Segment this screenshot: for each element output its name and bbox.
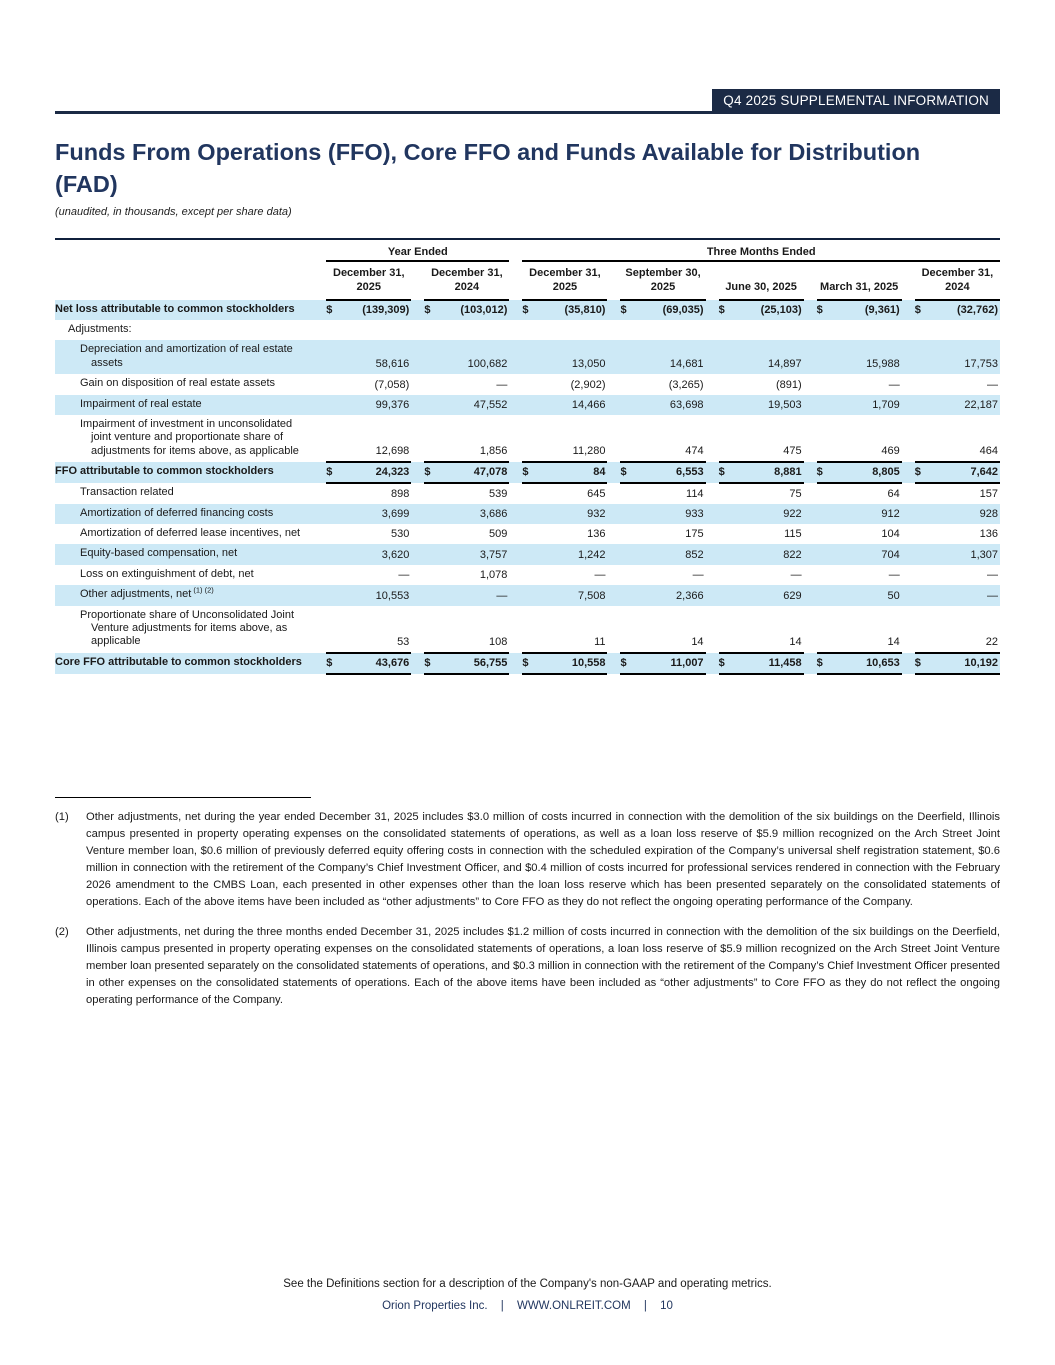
row-label: Depreciation and amortization of real estate assets [80, 343, 293, 369]
value-text: (3,265) [668, 378, 704, 391]
currency-symbol: $ [326, 303, 333, 316]
row-value [326, 653, 411, 674]
footnote-list [55, 809, 1000, 1009]
row-label: Net loss attributable to common stockholders [55, 302, 295, 315]
value-text: — [790, 569, 802, 582]
company-website: WWW.ONLREIT.COM [516, 1300, 631, 1312]
row-label: Other adjustments, net $^{(1) (2)}$ [80, 585, 214, 601]
row-value [719, 300, 804, 320]
row-value [719, 320, 804, 340]
currency-symbol: $ [914, 303, 921, 316]
value-text: 12,698 [375, 445, 410, 458]
row-value [817, 374, 902, 394]
col-header: September 30, 2025 [620, 261, 705, 300]
row-value [522, 483, 607, 503]
row-value [817, 606, 902, 653]
row-label: Transaction related [80, 486, 174, 499]
row-value [915, 585, 1000, 605]
value-text: — [398, 569, 410, 582]
row-value [522, 415, 607, 462]
value-text: 50 [887, 589, 900, 602]
value-text: 114 [686, 487, 704, 500]
value-text: (35,810) [564, 303, 606, 316]
value-text: 2,366 [676, 589, 704, 602]
row-value [326, 300, 411, 320]
footnotes [55, 797, 1000, 1022]
row-value [915, 544, 1000, 564]
value-text: (139,309) [362, 303, 410, 316]
value-text: 14 [789, 635, 802, 648]
row-label: Equity-based compensation, net [80, 547, 238, 560]
footer-separator: | [643, 1300, 647, 1312]
page-title: Funds From Operations (FFO), Core FFO and Funds Available for Distribution (FAD) [55, 139, 921, 198]
row-value [522, 395, 607, 415]
page-footer [0, 1278, 1055, 1312]
row-value [620, 544, 705, 564]
footnote-number: (1) [55, 811, 69, 823]
value-text: (25,103) [760, 303, 802, 316]
currency-symbol: $ [718, 656, 725, 669]
row-value [424, 504, 509, 524]
table-row [55, 565, 1000, 585]
currency-symbol: $ [522, 466, 529, 479]
value-text: (32,762) [957, 303, 998, 316]
row-value [817, 483, 902, 503]
currency-symbol: $ [718, 466, 725, 479]
row-value [522, 504, 607, 524]
value-text: (891) [775, 378, 802, 391]
row-value [817, 653, 902, 674]
value-text: 63,698 [669, 398, 704, 411]
row-label: Amortization of deferred lease incentives, net [80, 526, 301, 539]
row-value [522, 300, 607, 320]
row-value [915, 565, 1000, 585]
table-row [55, 483, 1000, 503]
supplemental-info-badge: Q4 2025 SUPPLEMENTAL INFORMATION [712, 89, 1000, 113]
value-text: 17,753 [964, 358, 998, 371]
footnote [55, 924, 1000, 1009]
value-text: 898 [390, 487, 410, 500]
value-text: — [987, 589, 998, 602]
ffo-table [55, 238, 1000, 675]
value-text: 932 [587, 507, 606, 520]
currency-symbol: $ [816, 303, 823, 316]
row-value [915, 374, 1000, 394]
col-header: December 31, 2024 [915, 261, 1000, 300]
row-value [719, 524, 804, 544]
value-text: 75 [789, 487, 802, 500]
value-text: 56,755 [473, 656, 508, 669]
row-value [326, 504, 411, 524]
value-text: 822 [783, 548, 802, 561]
value-text: 136 [979, 528, 998, 541]
row-value [915, 300, 1000, 320]
value-text: 7,508 [577, 589, 606, 602]
value-text: — [888, 569, 900, 582]
footnote-divider [55, 797, 311, 798]
currency-symbol: $ [816, 466, 823, 479]
value-text: 1,078 [479, 569, 508, 582]
footer-separator: | [500, 1300, 504, 1312]
row-value [719, 415, 804, 462]
row-label: Proportionate share of Unconsolidated Joint Venture adjustments for items above, as applicable [80, 608, 295, 648]
value-text: — [594, 569, 606, 582]
value-text: 464 [979, 445, 998, 458]
currency-symbol: $ [718, 303, 725, 316]
row-value [424, 374, 509, 394]
row-label: FFO attributable to common stockholders [55, 465, 274, 478]
value-text: 47,078 [473, 466, 508, 479]
value-text: 8,805 [872, 466, 900, 479]
row-value [620, 483, 705, 503]
definitions-note: See the Definitions section for a description of the Company's non-GAAP and operating metrics. [283, 1278, 772, 1290]
value-text: 922 [783, 507, 802, 520]
row-value [424, 415, 509, 462]
row-value [817, 504, 902, 524]
value-text: 10,653 [866, 656, 900, 669]
value-text: 475 [783, 445, 802, 458]
table-row [55, 395, 1000, 415]
row-label: Impairment of real estate [80, 397, 202, 410]
row-value [719, 340, 804, 374]
currency-symbol: $ [914, 656, 921, 669]
value-text: — [888, 378, 900, 391]
row-value [719, 565, 804, 585]
footnote-text: Other adjustments, net during the three months ended December 31, 2025 includes $1.2 million of costs incurred in connection with the demolition of the six buildings on the Deerfield, Illinois campus presented in property operating expenses on the consolidated statements of operations, a loan loss reserve of $5.9 million recognized on the Arch Street Joint Venture member loan presented separately on the consolidated statements of operations, and $0.3 million in connection with the retirement of the Company’s Chief Investment Officer presented in other expenses on the consolidated statements of operations. Each of the above items have been included as “other adjustments” to Core FFO as they do not reflect the ongoing operating performance of the Company. [86, 926, 1000, 1007]
value-text: 852 [685, 548, 704, 561]
row-value [326, 320, 411, 340]
row-value [817, 565, 902, 585]
row-label: Gain on disposition of real estate assets [80, 377, 276, 390]
row-value [915, 395, 1000, 415]
row-label: Adjustments: [68, 322, 132, 335]
value-text: 11,280 [572, 445, 606, 458]
value-text: 7,642 [970, 466, 998, 479]
row-value [620, 340, 705, 374]
row-value [915, 504, 1000, 524]
row-value [719, 483, 804, 503]
currency-symbol: $ [424, 656, 431, 669]
table-row [55, 415, 1000, 462]
table-row [55, 606, 1000, 653]
value-text: (7,058) [374, 378, 410, 391]
row-value [915, 606, 1000, 653]
value-text: 47,552 [473, 398, 508, 411]
company-name: Orion Properties Inc. [382, 1300, 488, 1312]
row-label: Impairment of investment in unconsolidated joint venture and proportionate share of adjustments for items above, as applicable [80, 417, 299, 457]
col-header: March 31, 2025 [817, 261, 902, 300]
row-value [915, 340, 1000, 374]
table-row [55, 524, 1000, 544]
value-text: 157 [979, 487, 998, 500]
row-value [522, 462, 607, 483]
row-value [424, 606, 509, 653]
row-value [424, 320, 509, 340]
value-text: 6,553 [676, 466, 704, 479]
value-text: (9,361) [864, 303, 900, 316]
row-value [817, 544, 902, 564]
row-value [522, 585, 607, 605]
value-text: 53 [397, 635, 410, 648]
row-value [620, 565, 705, 585]
table-row [55, 544, 1000, 564]
value-text: — [692, 569, 704, 582]
table-row [55, 300, 1000, 320]
value-text: 474 [685, 445, 704, 458]
value-text: 58,616 [375, 358, 410, 371]
value-text: 704 [881, 548, 900, 561]
row-value [817, 300, 902, 320]
row-value [326, 524, 411, 544]
row-value [522, 524, 607, 544]
value-text: 3,686 [479, 507, 508, 520]
col-header: December 31, 2024 [424, 261, 509, 300]
row-value [424, 340, 509, 374]
row-value [326, 544, 411, 564]
page-subtitle: (unaudited, in thousands, except per share data) [55, 206, 292, 218]
col-header: December 31, 2025 [326, 261, 411, 300]
row-value [522, 653, 607, 674]
row-value [620, 524, 705, 544]
col-group-year-ended: Year Ended [326, 239, 509, 261]
row-value [620, 395, 705, 415]
row-value [719, 395, 804, 415]
row-value [719, 606, 804, 653]
value-text: 10,192 [964, 656, 998, 669]
value-text: (103,012) [460, 303, 508, 316]
table-row [55, 462, 1000, 483]
value-text: 1,856 [479, 445, 508, 458]
row-value [424, 483, 509, 503]
row-label: Loss on extinguishment of debt, net [80, 567, 254, 580]
row-value [522, 320, 607, 340]
value-text: — [987, 378, 998, 391]
value-text: 11,007 [670, 656, 704, 669]
row-value [817, 585, 902, 605]
row-value [424, 524, 509, 544]
row-value [719, 585, 804, 605]
value-text: 629 [783, 589, 802, 602]
row-value [522, 374, 607, 394]
value-text: 530 [390, 528, 410, 541]
footnote-ref: (1) (2) [191, 585, 214, 595]
row-value [817, 462, 902, 483]
footnote-text: Other adjustments, net during the year ended December 31, 2025 includes $3.0 million of costs incurred in connection with the demolition of the six buildings on the Deerfield, Illinois campus presented in property operating expenses on the consolidated statements of operations, as well as a loan loss reserve of $5.9 million recognized on the Arch Street Joint Venture member loan, $0.6 million of previously deferred equity offering costs in connection with the scheduled expiration of the Company’s universal shelf registration statement, $0.6 million in connection with the retirement of the Company’s Chief Investment Officer, and $0.4 million of costs incurred for professional services rendered in connection with the February 2026 amendment to the CMBS Loan, each presented in other expenses other than the loan loss reserve which has been presented separately on the consolidated statements of operations. Each of the above items have been included as “other adjustments” to Core FFO as they do not reflect the ongoing operating performance of the Company. [86, 811, 1000, 909]
row-value [817, 340, 902, 374]
row-value [620, 585, 705, 605]
value-text: 14,897 [767, 358, 802, 371]
column-header-row [55, 261, 1000, 300]
value-text: 100,682 [467, 358, 508, 371]
ffo-table-wrap [55, 238, 1000, 675]
value-text: 8,881 [774, 466, 802, 479]
value-text: 99,376 [375, 398, 410, 411]
value-text: (2,902) [570, 378, 606, 391]
value-text: — [987, 569, 998, 582]
value-text: 928 [979, 507, 998, 520]
value-text: 933 [685, 507, 704, 520]
table-row [55, 504, 1000, 524]
row-value [719, 504, 804, 524]
value-text: 15,988 [866, 358, 900, 371]
row-value [326, 565, 411, 585]
currency-symbol: $ [620, 303, 627, 316]
value-text: 539 [489, 487, 508, 500]
row-value [424, 462, 509, 483]
currency-symbol: $ [620, 656, 627, 669]
table-row [55, 320, 1000, 340]
value-text: — [496, 589, 508, 602]
value-text: 10,553 [375, 589, 410, 602]
currency-symbol: $ [424, 303, 431, 316]
value-text: 84 [593, 466, 606, 479]
row-value [817, 320, 902, 340]
row-value [719, 544, 804, 564]
row-value [620, 320, 705, 340]
currency-symbol: $ [522, 656, 529, 669]
row-value [424, 300, 509, 320]
table-row [55, 374, 1000, 394]
value-text: 22,187 [964, 398, 998, 411]
row-value [620, 653, 705, 674]
row-value [620, 606, 705, 653]
row-value [915, 653, 1000, 674]
row-value [424, 585, 509, 605]
row-value [915, 415, 1000, 462]
row-value [326, 340, 411, 374]
value-text: 1,242 [577, 548, 606, 561]
row-value [522, 606, 607, 653]
value-text: 13,050 [571, 358, 606, 371]
footnote-number: (2) [55, 926, 69, 939]
value-text: 43,676 [375, 656, 410, 669]
row-value [719, 374, 804, 394]
row-value [326, 585, 411, 605]
value-text: 3,620 [381, 548, 410, 561]
value-text: 104 [881, 528, 900, 541]
row-value [522, 544, 607, 564]
row-value [719, 653, 804, 674]
value-text: 1,307 [970, 548, 998, 561]
row-value [326, 374, 411, 394]
row-value [326, 415, 411, 462]
row-value [620, 374, 705, 394]
value-text: 3,757 [479, 548, 508, 561]
footer-company-line [0, 1300, 1055, 1312]
row-value [424, 565, 509, 585]
value-text: 14,681 [669, 358, 704, 371]
row-value [620, 504, 705, 524]
value-text: 1,709 [872, 398, 900, 411]
value-text: 10,558 [571, 656, 606, 669]
row-value [620, 300, 705, 320]
row-value [424, 544, 509, 564]
value-text: 24,323 [375, 466, 410, 479]
value-text: 115 [784, 528, 802, 541]
value-text: 108 [489, 635, 508, 648]
currency-symbol: $ [424, 466, 431, 479]
row-value [620, 462, 705, 483]
row-value [326, 462, 411, 483]
row-value [817, 415, 902, 462]
row-value [915, 483, 1000, 503]
row-value [326, 606, 411, 653]
currency-symbol: $ [522, 303, 529, 316]
currency-symbol: $ [620, 466, 627, 479]
row-value [522, 565, 607, 585]
table-row [55, 653, 1000, 674]
row-value [817, 524, 902, 544]
row-value [719, 462, 804, 483]
row-value [326, 395, 411, 415]
col-header: June 30, 2025 [719, 261, 804, 300]
column-group-row [55, 239, 1000, 261]
value-text: 509 [489, 528, 508, 541]
value-text: 645 [587, 487, 606, 500]
value-text: 11,458 [768, 656, 802, 669]
row-value [915, 320, 1000, 340]
value-text: 19,503 [767, 398, 802, 411]
page-number: 10 [660, 1300, 673, 1312]
row-value [424, 395, 509, 415]
currency-symbol: $ [914, 466, 921, 479]
table-body [55, 300, 1000, 674]
value-text: 136 [587, 528, 606, 541]
currency-symbol: $ [816, 656, 823, 669]
value-text: 64 [887, 487, 900, 500]
table-row [55, 585, 1000, 605]
value-text: (69,035) [662, 303, 704, 316]
row-value [620, 415, 705, 462]
value-text: 22 [985, 635, 998, 648]
value-text: 14 [887, 635, 900, 648]
value-text: — [496, 378, 508, 391]
value-text: 11 [594, 635, 606, 648]
row-value [424, 653, 509, 674]
col-header: December 31, 2025 [522, 261, 607, 300]
table-row [55, 340, 1000, 374]
row-value [915, 462, 1000, 483]
value-text: 3,699 [381, 507, 410, 520]
row-label: Amortization of deferred financing costs [80, 506, 274, 519]
value-text: 175 [685, 528, 704, 541]
row-value [522, 340, 607, 374]
col-group-three-months-ended: Three Months Ended [522, 239, 1000, 261]
row-value [326, 483, 411, 503]
value-text: 14,466 [571, 398, 606, 411]
value-text: 912 [881, 507, 900, 520]
row-value [915, 524, 1000, 544]
value-text: 469 [881, 445, 900, 458]
row-value [817, 395, 902, 415]
currency-symbol: $ [326, 466, 333, 479]
value-text: 14 [691, 635, 704, 648]
footnote [55, 809, 1000, 911]
currency-symbol: $ [326, 656, 333, 669]
row-label: Core FFO attributable to common stockholders [55, 655, 302, 668]
